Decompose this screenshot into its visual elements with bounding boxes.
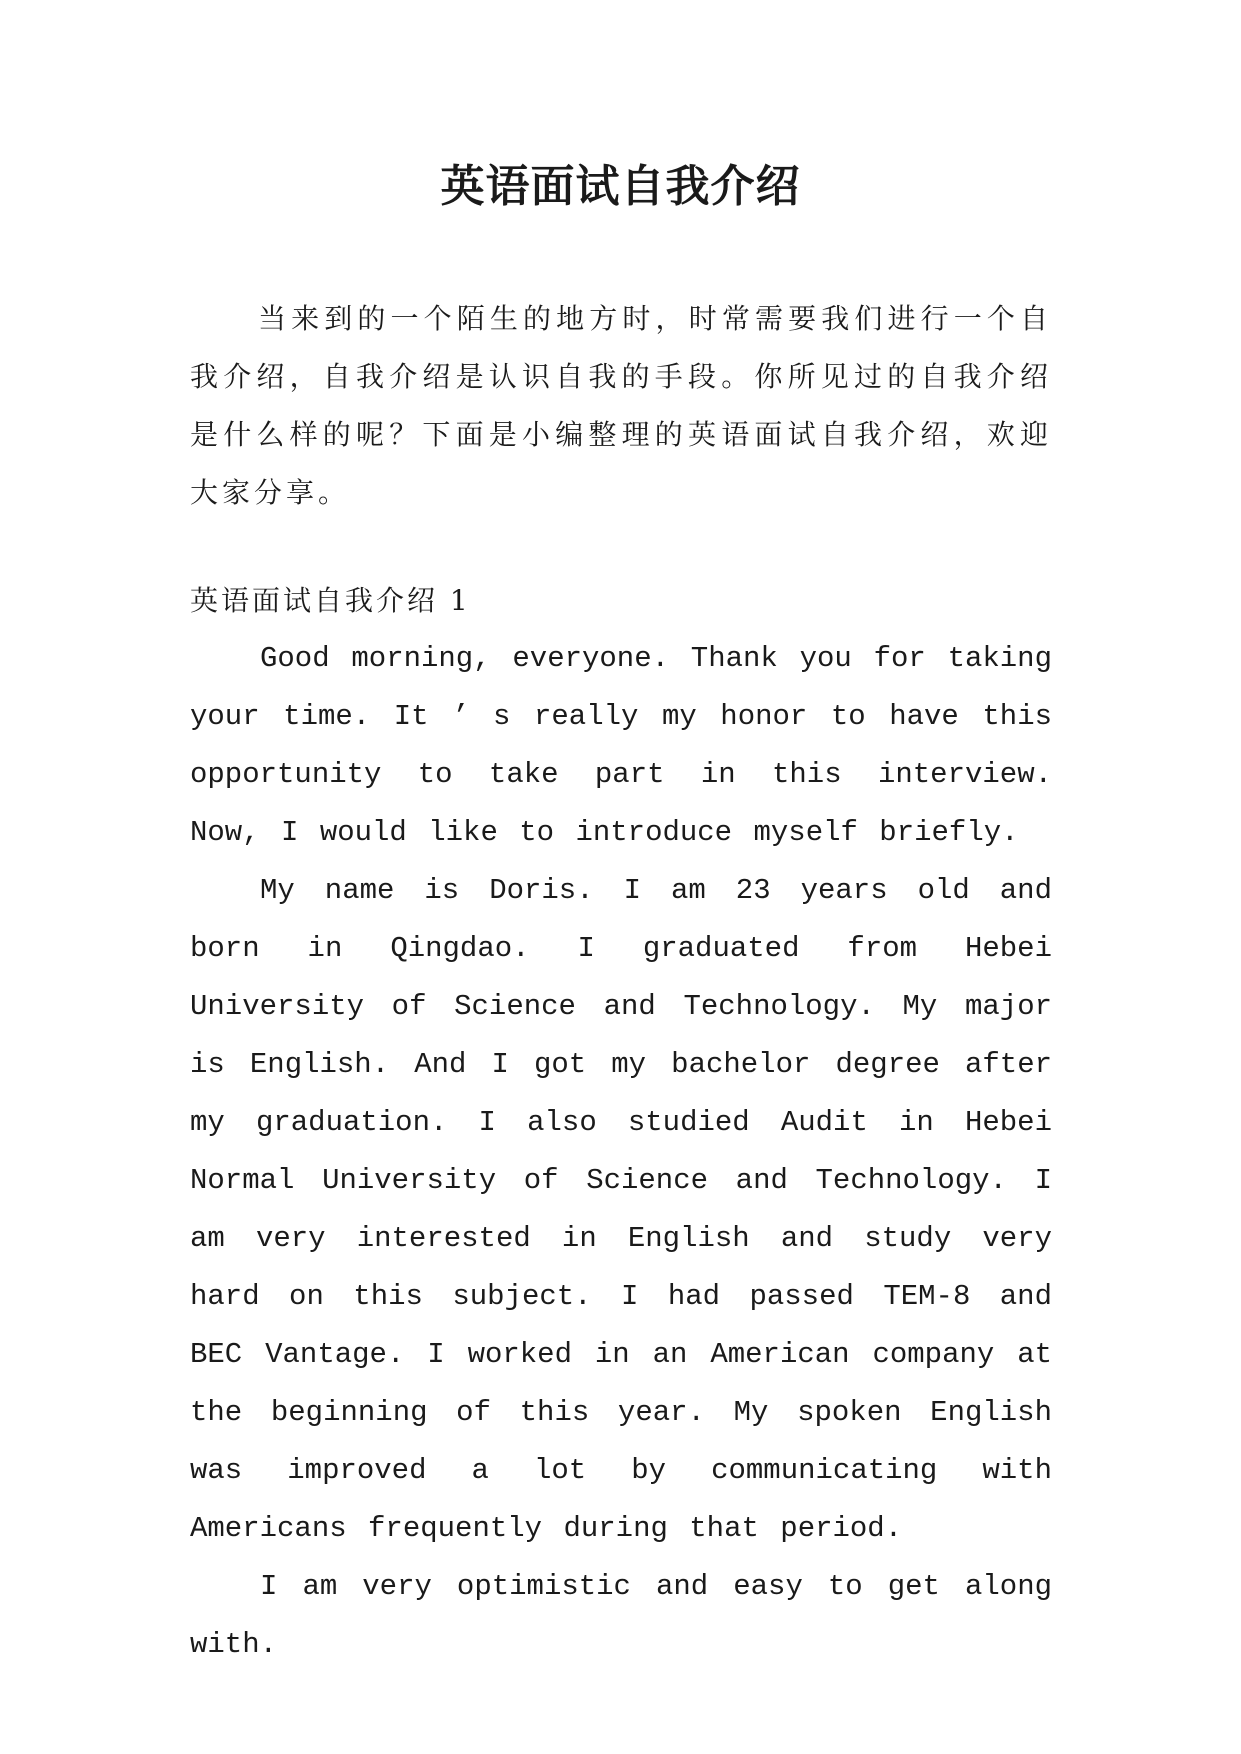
- intro-paragraph: 当来到的一个陌生的地方时，时常需要我们进行一个自我介绍，自我介绍是认识自我的手段。你所见过的自我介绍是什么样的呢？下面是小编整理的英语面试自我介绍，欢迎大家分享。: [190, 302, 1052, 509]
- paragraph-greeting: Good morning, everyone. Thank you for taking your time. It ’ s really my honor to have this opportunity to take part in this interview. Now, I would like to introduce myself briefly.: [190, 642, 1052, 849]
- paragraph-background: My name is Doris. I am 23 years old and born in Qingdao. I graduated from Hebei University of Science and Technology. My major is English. And I got my bachelor degree after my graduation. I also studied Audit in Hebei Normal University of Science and Technology. I am very interested in English and study very hard on this subject. I had passed TEM-8 and BEC Vantage. I worked in an American company at the beginning of this year. My spoken English was improved a lot by communicating with Americans frequently during that period.: [190, 874, 1052, 1545]
- paragraph-personality: I am very optimistic and easy to get along with.: [190, 1570, 1052, 1661]
- document-body: [190, 290, 1052, 1674]
- page-title: 英语面试自我介绍: [440, 161, 801, 212]
- section-heading: 英语面试自我介绍 1: [190, 584, 471, 617]
